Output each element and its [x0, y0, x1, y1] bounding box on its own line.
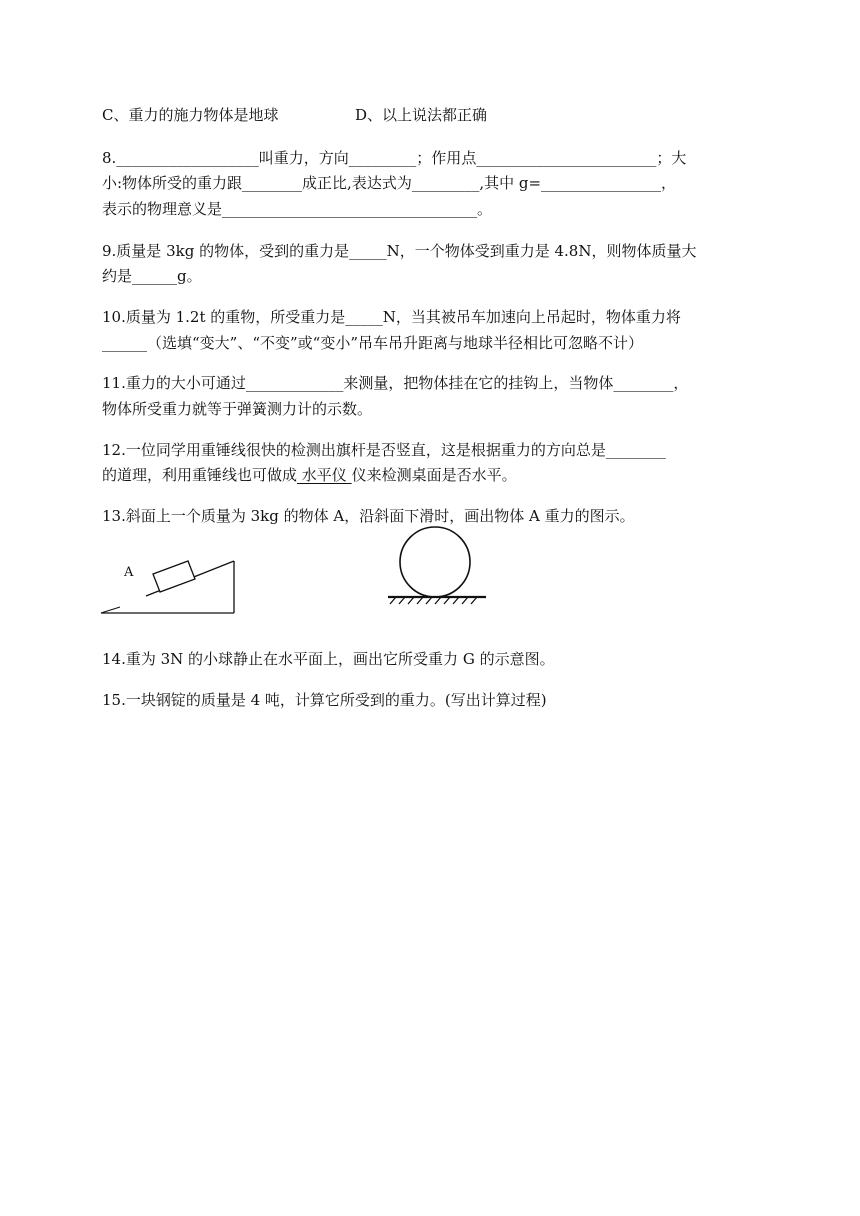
question-9-line-2: 约是______g。 — [102, 267, 202, 285]
incline-diagram — [98, 550, 243, 620]
block-a-label: A — [124, 565, 134, 580]
question-11-line-1: 11.重力的大小可通过_____________来测量，把物体挂在它的挂钩上，当物体________， — [102, 374, 689, 392]
question-15: 15.一块钢锭的质量是 4 吨，计算它所受到的重力。(写出计算过程) — [102, 691, 547, 709]
question-12-line-1: 12.一位同学用重锤线很快的检测出旗杆是否竖直，这是根据重力的方向总是________ — [102, 441, 666, 459]
question-12-text-b: 仪来检测桌面是否水平。 — [351, 466, 517, 484]
option-c: C、重力的施力物体是地球 — [102, 106, 279, 124]
question-12-filled-answer: 水平仪 — [297, 466, 352, 484]
incline-small-tick — [101, 607, 120, 613]
ball-on-ground-diagram — [388, 527, 488, 607]
question-10-line-2: ______（选填“变大”、“不变”或“变小”吊车吊升距离与地球半径相比可忽略不计） — [102, 334, 644, 352]
question-14: 14.重为 3N 的小球静止在水平面上，画出它所受重力 G 的示意图。 — [102, 650, 555, 668]
question-8-line-3: 表示的物理意义是__________________________________。 — [102, 200, 493, 218]
option-d: D、以上说法都正确 — [355, 106, 488, 124]
question-13: 13.斜面上一个质量为 3kg 的物体 A，沿斜面下滑时，画出物体 A 重力的图示。 — [102, 507, 635, 525]
block-a — [153, 561, 195, 592]
question-12-text-a: 的道理，利用重锤线也可做成 — [102, 466, 298, 484]
ball-circle — [400, 527, 470, 597]
question-12-line-2 — [102, 465, 517, 485]
question-8-line-2: 小:物体所受的重力跟________成正比,表达式为_________,其中 g=________________， — [102, 174, 677, 192]
question-9-line-1: 9.质量是 3kg 的物体，受到的重力是_____N，一个物体受到重力是 4.8N，则物体质量大 — [102, 242, 697, 260]
question-11-line-2: 物体所受重力就等于弹簧测力计的示数。 — [102, 400, 373, 418]
question-10-line-1: 10.质量为 1.2t 的重物，所受重力是_____N，当其被吊车加速向上吊起时，物体重力将 — [102, 308, 681, 326]
question-8-line-1: 8.___________________叫重力，方向_________；作用点________________________；大 — [102, 149, 687, 167]
